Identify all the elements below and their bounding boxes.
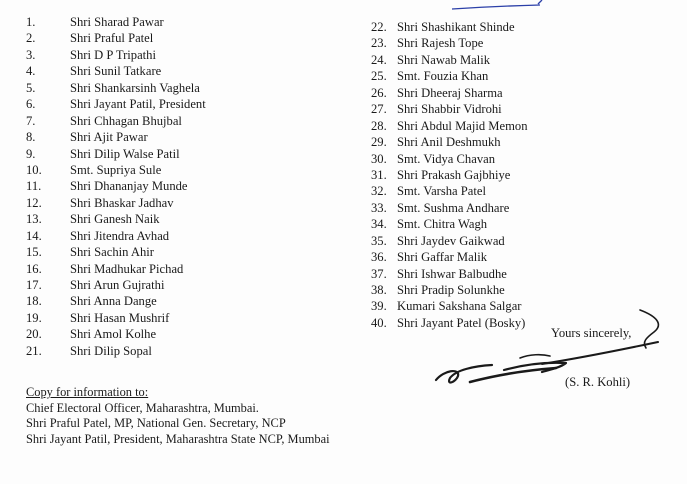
copy-to-block bbox=[26, 385, 330, 447]
member-number: 40. bbox=[371, 315, 387, 330]
member-number: 1. bbox=[26, 15, 36, 29]
copy-line: Chief Electoral Officer, Maharashtra, Mumbai. bbox=[26, 400, 259, 415]
copy-heading: Copy for information to: bbox=[26, 385, 149, 399]
copy-line: Shri Jayant Patil, President, Maharashtra State NCP, Mumbai bbox=[26, 431, 330, 446]
member-name: Shri Ganesh Naik bbox=[70, 212, 160, 227]
member-name: Shri Ishwar Balbudhe bbox=[397, 266, 507, 281]
member-number: 39. bbox=[371, 299, 387, 314]
member-number: 20. bbox=[26, 327, 42, 342]
member-number: 24. bbox=[371, 52, 387, 67]
member-name: Shri Anil Deshmukh bbox=[397, 135, 501, 150]
member-row bbox=[26, 14, 206, 30]
member-number: 38. bbox=[371, 283, 387, 297]
member-number: 2. bbox=[26, 31, 36, 46]
member-name: Shri Rajesh Tope bbox=[397, 36, 484, 51]
member-name: Shri Jayant Patil, President bbox=[70, 97, 206, 112]
member-name: Shri Jitendra Avhad bbox=[70, 228, 170, 243]
member-name: Shri Shankarsinh Vaghela bbox=[70, 80, 200, 95]
member-row bbox=[26, 162, 206, 178]
member-row bbox=[371, 216, 528, 232]
member-name: Shri Dheeraj Sharma bbox=[397, 85, 503, 100]
member-name: Shri Shashikant Shinde bbox=[397, 20, 515, 34]
member-number: 35. bbox=[371, 233, 387, 248]
member-name: Shri Dilip Walse Patil bbox=[70, 146, 180, 161]
member-number: 34. bbox=[371, 217, 387, 232]
member-number: 14. bbox=[26, 228, 42, 243]
member-row bbox=[26, 326, 206, 342]
member-row bbox=[371, 118, 528, 134]
member-row bbox=[26, 47, 206, 63]
member-number: 25. bbox=[371, 69, 387, 84]
member-name: Shri Sachin Ahir bbox=[70, 245, 154, 260]
member-number: 32. bbox=[371, 184, 387, 199]
member-number: 15. bbox=[26, 245, 42, 260]
member-name: Shri Jaydev Gaikwad bbox=[397, 233, 505, 248]
member-number: 22. bbox=[371, 20, 387, 34]
member-row bbox=[371, 52, 528, 68]
member-row bbox=[371, 151, 528, 167]
member-number: 29. bbox=[371, 135, 387, 150]
member-name: Shri Hasan Mushrif bbox=[70, 310, 170, 325]
member-name: Shri Amol Kolhe bbox=[70, 327, 157, 342]
member-name: Shri Ajit Pawar bbox=[70, 130, 148, 145]
member-name: Smt. Supriya Sule bbox=[70, 162, 162, 177]
member-row bbox=[26, 277, 206, 293]
member-list-right bbox=[371, 19, 528, 331]
member-number: 11. bbox=[26, 179, 42, 194]
member-number: 30. bbox=[371, 151, 387, 166]
member-row bbox=[371, 200, 528, 216]
member-number: 9. bbox=[26, 146, 36, 161]
member-number: 6. bbox=[26, 97, 36, 112]
member-row bbox=[371, 35, 528, 51]
member-row bbox=[26, 261, 206, 277]
member-row bbox=[371, 249, 528, 265]
closing-salutation: Yours sincerely, bbox=[551, 326, 632, 340]
member-number: 10. bbox=[26, 162, 42, 177]
member-row bbox=[26, 244, 206, 260]
member-name: Shri Arun Gujrathi bbox=[70, 278, 165, 292]
member-name: Shri Chhagan Bhujbal bbox=[70, 113, 182, 128]
member-row bbox=[26, 129, 206, 145]
member-row bbox=[371, 101, 528, 117]
member-name: Shri Dilip Sopal bbox=[70, 343, 152, 358]
member-row bbox=[26, 80, 206, 96]
member-number: 16. bbox=[26, 261, 42, 276]
member-name: Smt. Vidya Chavan bbox=[397, 151, 496, 166]
member-name: Shri Nawab Malik bbox=[397, 52, 491, 67]
member-number: 31. bbox=[371, 167, 387, 182]
member-name: Shri Madhukar Pichad bbox=[70, 261, 184, 276]
member-name: Shri Sharad Pawar bbox=[70, 15, 164, 29]
member-name: Shri Bhaskar Jadhav bbox=[70, 195, 174, 210]
member-name: Shri Sunil Tatkare bbox=[70, 64, 162, 79]
member-row bbox=[26, 343, 206, 359]
member-name: Shri Jayant Patel (Bosky) bbox=[397, 315, 526, 330]
member-name: Shri Praful Patel bbox=[70, 31, 154, 46]
member-number: 37. bbox=[371, 266, 387, 281]
member-row bbox=[371, 19, 528, 35]
member-name: Smt. Chitra Wagh bbox=[397, 217, 488, 232]
member-row bbox=[26, 96, 206, 112]
copy-line: Shri Praful Patel, MP, National Gen. Secretary, NCP bbox=[26, 416, 286, 430]
member-row bbox=[371, 282, 528, 298]
member-number: 7. bbox=[26, 113, 36, 128]
member-number: 17. bbox=[26, 278, 42, 292]
member-row bbox=[371, 233, 528, 249]
member-list-left bbox=[26, 14, 206, 359]
member-number: 12. bbox=[26, 195, 42, 210]
member-row bbox=[26, 63, 206, 79]
member-name: Kumari Sakshana Salgar bbox=[397, 299, 522, 314]
member-row bbox=[371, 68, 528, 84]
member-row bbox=[371, 167, 528, 183]
member-name: Shri Dhananjay Munde bbox=[70, 179, 188, 194]
member-number: 13. bbox=[26, 212, 42, 227]
member-name: Shri Prakash Gajbhiye bbox=[397, 167, 511, 182]
member-number: 26. bbox=[371, 85, 387, 100]
member-name: Shri Abdul Majid Memon bbox=[397, 118, 528, 133]
member-number: 23. bbox=[371, 36, 387, 51]
member-row bbox=[26, 178, 206, 194]
member-row bbox=[26, 146, 206, 162]
member-row bbox=[26, 228, 206, 244]
member-number: 33. bbox=[371, 200, 387, 215]
member-number: 5. bbox=[26, 80, 36, 95]
member-row bbox=[26, 310, 206, 326]
member-row bbox=[26, 30, 206, 46]
member-row bbox=[26, 211, 206, 227]
member-number: 36. bbox=[371, 250, 387, 265]
member-row bbox=[371, 183, 528, 199]
member-number: 18. bbox=[26, 294, 42, 309]
member-row bbox=[371, 134, 528, 150]
member-number: 3. bbox=[26, 47, 36, 62]
member-number: 4. bbox=[26, 64, 36, 79]
member-name: Shri Shabbir Vidrohi bbox=[397, 102, 502, 117]
signatory-name: (S. R. Kohli) bbox=[565, 375, 631, 389]
member-name: Shri Gaffar Malik bbox=[397, 250, 488, 265]
member-row bbox=[371, 85, 528, 101]
member-number: 8. bbox=[26, 130, 36, 145]
member-name: Smt. Sushma Andhare bbox=[397, 200, 510, 215]
member-number: 27. bbox=[371, 102, 387, 117]
member-row bbox=[26, 293, 206, 309]
member-name: Shri D P Tripathi bbox=[70, 47, 156, 62]
member-number: 28. bbox=[371, 118, 387, 133]
member-name: Shri Pradip Solunkhe bbox=[397, 283, 505, 297]
pen-stroke-top bbox=[0, 0, 687, 14]
signature-image bbox=[430, 308, 670, 390]
member-row bbox=[26, 195, 206, 211]
member-row bbox=[371, 266, 528, 282]
member-row bbox=[26, 113, 206, 129]
member-name: Smt. Varsha Patel bbox=[397, 184, 486, 199]
member-name: Smt. Fouzia Khan bbox=[397, 69, 489, 84]
member-number: 21. bbox=[26, 343, 42, 358]
member-name: Shri Anna Dange bbox=[70, 294, 157, 309]
member-number: 19. bbox=[26, 310, 42, 325]
